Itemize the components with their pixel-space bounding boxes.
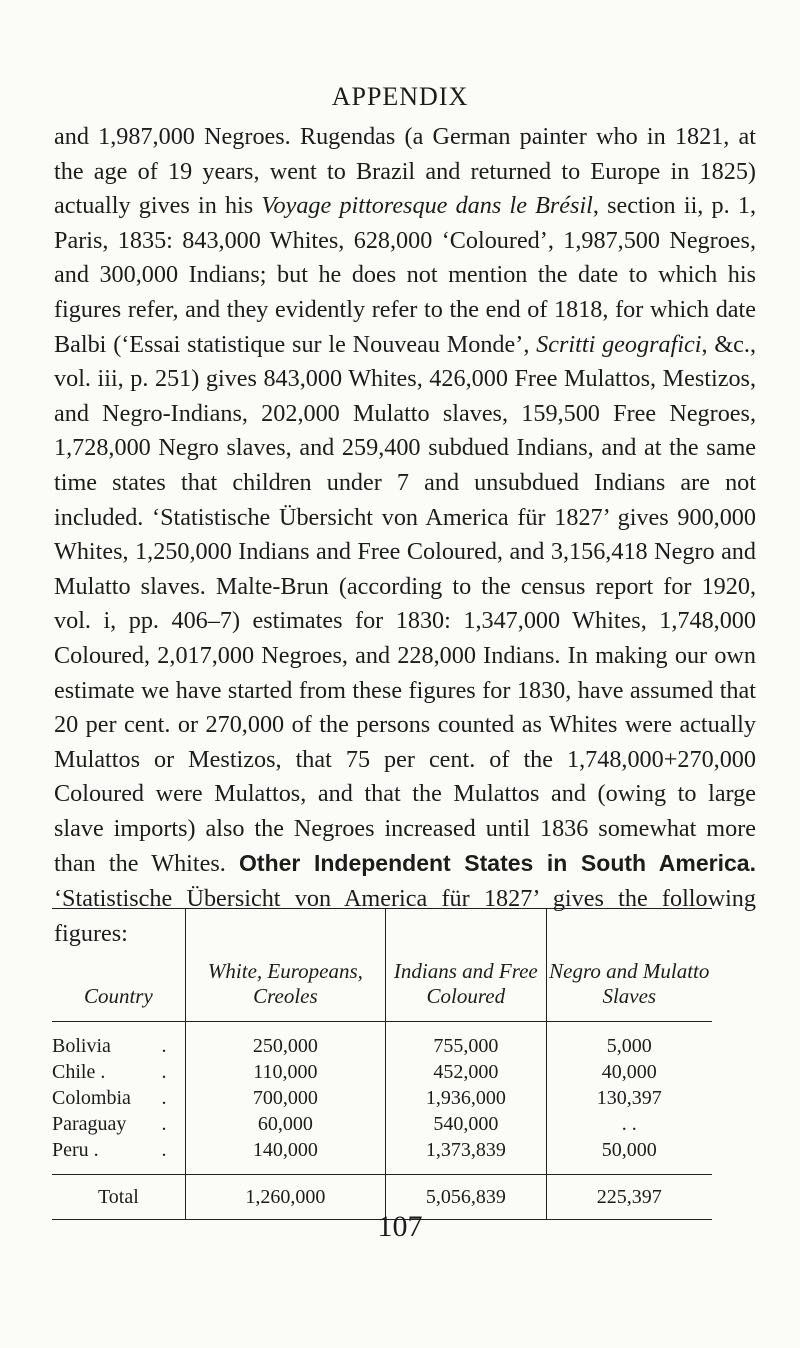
table-row [52, 1111, 712, 1137]
cell-negro: 50,000 [546, 1137, 712, 1175]
header-indians: Indians and Free Coloured [386, 909, 547, 1022]
total-negro: 225,397 [546, 1175, 712, 1220]
cell-negro: . . [546, 1111, 712, 1137]
cell-country: Chile . [52, 1060, 106, 1083]
cell-negro: 130,397 [546, 1085, 712, 1111]
book-title-scritti: Scritti geografici [536, 330, 702, 358]
cell-indians: 452,000 [386, 1059, 547, 1085]
body-paragraph [54, 120, 756, 951]
table-row [52, 1022, 712, 1060]
text-run-2: , section ii, p. 1, Paris, 1835: 843,000 Whites, 628,000 ‘Coloured’, 1,987,500 Negroes, and 300,000 Indians; but he does not mention the date to which his figures refer, and they evidently refer to the end of 1818, for which date Balbi (‘Essai statistique sur le Nouveau Monde’, [54, 192, 756, 358]
leader-dots: . [161, 1086, 167, 1109]
total-white: 1,260,000 [185, 1175, 385, 1220]
text-run-1: and 1,987,000 Negroes. Rugendas (a German painter who in 1821, at the age of 19 years, went to Brazil and returned to Europe in 1825) actually gives in his [54, 123, 756, 220]
cell-white: 250,000 [185, 1022, 385, 1060]
page-number: 107 [377, 1210, 423, 1243]
text-run-3: , &c., vol. iii, p. 251) gives 843,000 Whites, 426,000 Free Mulattos, Mestizos, and Negro-Indians, 202,000 Mulatto slaves, 159,500 Free Negroes, 1,728,000 Negro slaves, and 259,400 subdued Indians, and at the same time states that children under 7 and unsubdued Indians are not included. ‘Statistische Übersicht von America für 1827’ gives 900,000 Whites, 1,250,000 Indians and Free Coloured, and 3,156,418 Negro and Mulatto slaves. Malte-Brun (according to the census report for 1920, vol. i, pp. 406–7) estimates for 1830: 1,347,000 Whites, 1,748,000 Coloured, 2,017,000 Negroes, and 228,000 Indians. In making our own estimate we have started from these figures for 1830, have assumed that 20 per cent. or 270,000 of the persons counted as Whites were actually Mulattos or Mestizos, that 75 per cent. of the 1,748,000+270,000 Coloured were Mulattos, and that the Mulattos and (owing to large slave imports) also the Negroes increased until 1836 somewhat more than the Whites. [54, 330, 756, 878]
cell-white: 700,000 [185, 1085, 385, 1111]
cell-indians: 540,000 [386, 1111, 547, 1137]
header-country: Country [52, 909, 185, 1022]
table-header-row [52, 909, 712, 1022]
table-row [52, 1059, 712, 1085]
table-row [52, 1137, 712, 1175]
population-table [52, 908, 712, 1220]
leader-dots: . [161, 1112, 167, 1135]
cell-white: 60,000 [185, 1111, 385, 1137]
cell-white: 140,000 [185, 1137, 385, 1175]
cell-negro: 40,000 [546, 1059, 712, 1085]
leader-dots: . [161, 1060, 167, 1083]
paragraph-text [54, 120, 756, 951]
cell-indians: 755,000 [386, 1022, 547, 1060]
section-heading: Other Independent States in South America. [239, 850, 756, 877]
leader-dots: . [161, 1034, 167, 1057]
cell-country: Bolivia [52, 1034, 111, 1057]
page-header: APPENDIX [331, 82, 469, 111]
table-row [52, 1085, 712, 1111]
cell-white: 110,000 [185, 1059, 385, 1085]
total-label: Total [52, 1175, 185, 1220]
cell-indians: 1,936,000 [386, 1085, 547, 1111]
header-negro: Negro and Mulatto Slaves [546, 909, 712, 1022]
cell-negro: 5,000 [546, 1022, 712, 1060]
cell-indians: 1,373,839 [386, 1137, 547, 1175]
header-white: White, Europeans, Creoles [185, 909, 385, 1022]
cell-country: Paraguay [52, 1112, 127, 1135]
total-indians: 5,056,839 [386, 1175, 547, 1220]
leader-dots: . [161, 1138, 167, 1161]
book-title-voyage: Voyage pittoresque dans le Brésil [261, 192, 593, 220]
cell-country: Colombia [52, 1086, 131, 1109]
text-run-4: ‘Statistische Übersicht von America für 1827’ gives the following figures: [54, 885, 756, 947]
cell-country: Peru . [52, 1138, 99, 1161]
